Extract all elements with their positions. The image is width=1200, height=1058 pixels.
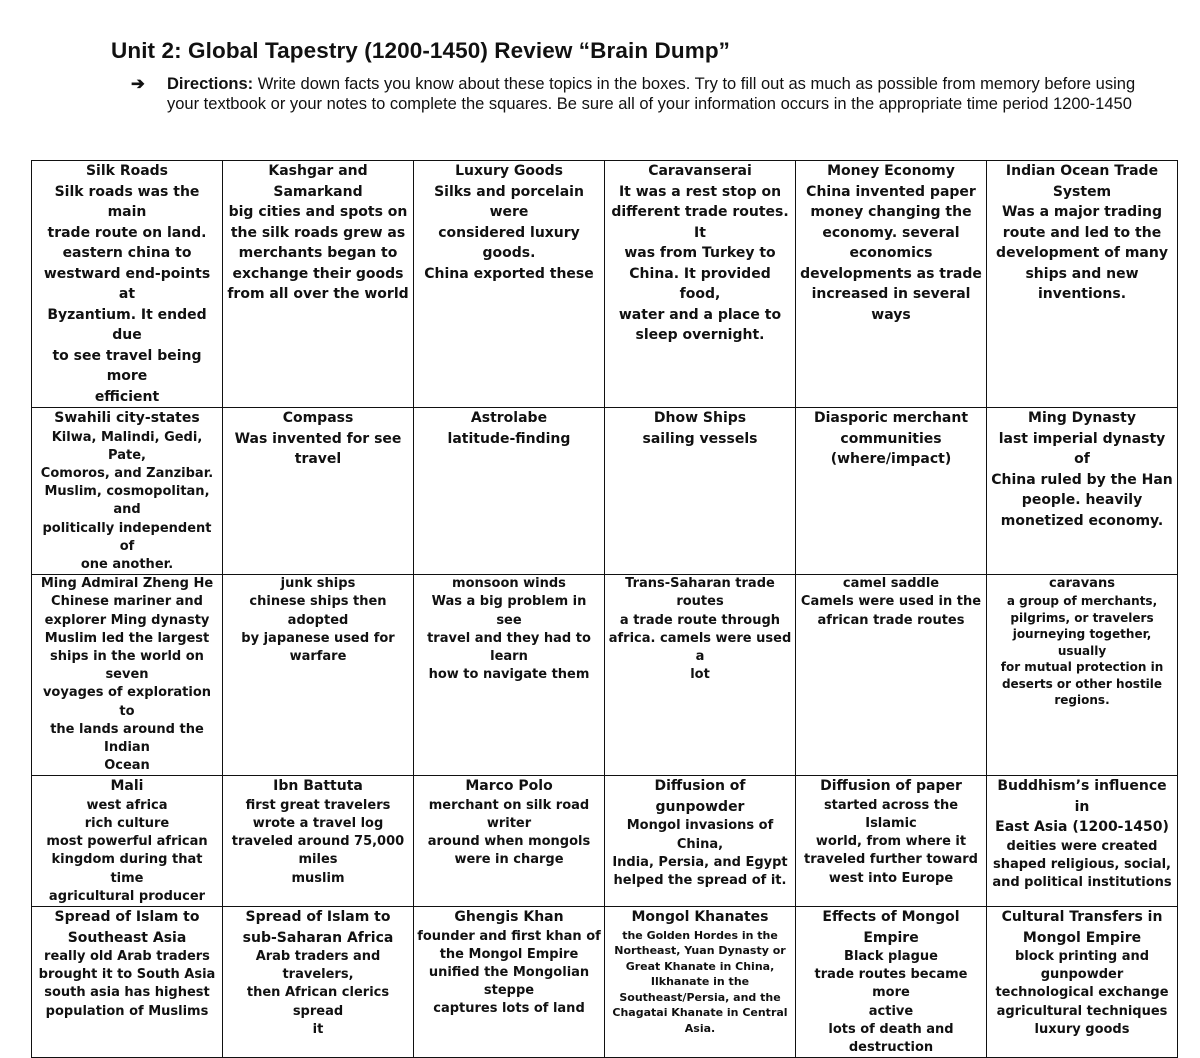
topic-notes: Arab traders and travelers, then African clerics spread it bbox=[246, 949, 390, 1037]
topic-notes: started across the Islamic world, from where it traveled further toward west into Europe bbox=[804, 797, 978, 886]
topic-notes: block printing and gunpowder technological exchange agricultural techniques luxury goods bbox=[995, 949, 1169, 1037]
topic-heading: monsoon winds bbox=[452, 576, 566, 592]
topic-cell[interactable] bbox=[796, 161, 987, 408]
topic-notes: Silk roads was the main trade route on land. eastern china to westward end-points at Byzantium. It ended due to see travel being more efficient bbox=[43, 183, 211, 405]
topic-cell[interactable] bbox=[796, 776, 987, 907]
topic-cell[interactable] bbox=[605, 161, 796, 408]
topic-cell[interactable] bbox=[32, 161, 223, 408]
topic-cell[interactable] bbox=[414, 161, 605, 408]
topic-cell[interactable] bbox=[223, 575, 414, 776]
page-title: Unit 2: Global Tapestry (1200-1450) Review “Brain Dump” bbox=[111, 38, 731, 63]
topic-heading: Mongol Khanates bbox=[631, 909, 769, 926]
topic-cell[interactable] bbox=[223, 776, 414, 907]
directions-text: Write down facts you know about these topics in the boxes. Try to fill out as much as possible from memory before using your textbook or your notes to complete the squares. Be sure all of your information occurs in the appropriate time period 1200-1450 bbox=[167, 75, 1136, 113]
topic-notes: Camels were used in the african trade routes bbox=[800, 594, 982, 628]
topic-cell[interactable] bbox=[796, 575, 987, 776]
topic-cell[interactable] bbox=[414, 408, 605, 575]
directions bbox=[131, 74, 1171, 114]
topic-heading: Diffusion of paper bbox=[820, 778, 962, 795]
topic-cell[interactable] bbox=[414, 776, 605, 907]
arrow-right-icon: ➔ bbox=[131, 75, 145, 93]
table-row bbox=[32, 575, 1178, 776]
topic-heading: Astrolabe bbox=[470, 410, 548, 426]
directions-body bbox=[167, 74, 1171, 114]
topic-cell[interactable] bbox=[796, 408, 987, 575]
topic-cell[interactable] bbox=[414, 907, 605, 1058]
topic-cell[interactable] bbox=[605, 575, 796, 776]
topic-heading: Compass bbox=[282, 410, 354, 426]
topic-notes: Chinese mariner and explorer Ming dynasty Muslim led the largest ships in the world on seven voyages of exploration to the lands around the Indian Ocean bbox=[42, 594, 212, 774]
topic-notes: founder and first khan of the Mongol Empire unified the Mongolian steppe captures lots of land bbox=[417, 928, 601, 1017]
topic-notes: really old Arab traders brought it to South Asia south asia has highest population of Muslims bbox=[38, 949, 216, 1019]
topic-cell[interactable] bbox=[987, 161, 1178, 408]
topic-notes: It was a rest stop on different trade routes. It was from Turkey to China. It provided food, water and a place to sleep overnight. bbox=[611, 183, 789, 343]
topic-notes: Kilwa, Malindi, Gedi, Pate, Comoros, and Zanzibar. Muslim, cosmopolitan, and politically independent of one another. bbox=[40, 429, 214, 572]
topic-cell[interactable] bbox=[223, 161, 414, 408]
topic-cell[interactable] bbox=[605, 408, 796, 575]
topic-heading: Silk Roads bbox=[85, 163, 169, 179]
topic-heading: Ming Admiral Zheng He bbox=[40, 576, 214, 592]
topic-notes: last imperial dynasty of China ruled by the Han people. heavily monetized economy. bbox=[991, 430, 1173, 529]
topic-notes: China invented paper money changing the economy. several economics developments as trade increased in several ways bbox=[800, 183, 982, 323]
topic-cell[interactable] bbox=[223, 408, 414, 575]
topic-heading: Trans-Saharan trade routes bbox=[625, 576, 775, 610]
topic-cell[interactable] bbox=[605, 776, 796, 907]
topic-heading: caravans bbox=[1049, 576, 1115, 592]
topic-heading: Swahili city-states bbox=[54, 410, 200, 426]
review-grid bbox=[31, 160, 1178, 1058]
topic-heading: junk ships bbox=[280, 576, 356, 592]
topic-heading: Ming Dynasty bbox=[1028, 410, 1136, 426]
table-row bbox=[32, 907, 1178, 1058]
topic-heading: Money Economy bbox=[827, 163, 955, 179]
topic-heading: camel saddle bbox=[842, 576, 940, 592]
topic-heading: Kashgar and Samarkand bbox=[268, 163, 368, 200]
topic-notes: sailing vessels bbox=[642, 430, 758, 447]
topic-notes: a group of merchants, pilgrims, or travelers journeying together, usually for mutual protection in deserts or other hostile regions. bbox=[1000, 594, 1164, 708]
directions-label: Directions: bbox=[167, 75, 254, 93]
topic-cell[interactable] bbox=[32, 408, 223, 575]
topic-heading: Indian Ocean Trade System bbox=[1005, 163, 1159, 200]
topic-notes: Was a big problem in see travel and they had to learn how to navigate them bbox=[427, 594, 591, 683]
topic-cell[interactable] bbox=[32, 575, 223, 776]
topic-notes: chinese ships then adopted by japanese used for warfare bbox=[241, 594, 395, 664]
topic-notes: Mongol invasions of China, India, Persia, and Egypt helped the spread of it. bbox=[612, 818, 788, 888]
topic-heading: Effects of Mongol Empire bbox=[822, 909, 960, 946]
topic-heading: Ibn Battuta bbox=[273, 778, 363, 795]
topic-heading: Dhow Ships bbox=[653, 410, 747, 426]
topic-cell[interactable] bbox=[987, 408, 1178, 575]
topic-cell[interactable] bbox=[987, 907, 1178, 1058]
table-row bbox=[32, 776, 1178, 907]
topic-heading: Spread of Islam to Southeast Asia bbox=[54, 909, 200, 946]
topic-cell[interactable] bbox=[987, 575, 1178, 776]
topic-cell[interactable] bbox=[796, 907, 987, 1058]
topic-notes: deities were created shaped religious, social, and political institutions bbox=[992, 838, 1172, 891]
topic-heading: Cultural Transfers in Mongol Empire bbox=[1001, 909, 1163, 946]
topic-heading: Diffusion of gunpowder bbox=[654, 778, 746, 815]
topic-cell[interactable] bbox=[223, 907, 414, 1058]
topic-heading: Luxury Goods bbox=[455, 163, 563, 179]
topic-notes: west africa rich culture most powerful african kingdom during that time agricultural producer bbox=[46, 797, 208, 904]
topic-cell[interactable] bbox=[32, 907, 223, 1058]
topic-heading: Spread of Islam to sub-Saharan Africa bbox=[242, 909, 394, 946]
topic-heading: Ghengis Khan bbox=[454, 909, 564, 926]
topic-notes: Was invented for see travel bbox=[234, 430, 402, 467]
table-row bbox=[32, 161, 1178, 408]
topic-notes: first great travelers wrote a travel log traveled around 75,000 miles muslim bbox=[231, 797, 405, 886]
topic-notes: Was a major trading route and led to the development of many ships and new inventions. bbox=[996, 204, 1168, 302]
topic-cell[interactable] bbox=[414, 575, 605, 776]
topic-heading: Mali bbox=[110, 778, 144, 795]
topic-cell[interactable] bbox=[605, 907, 796, 1058]
topic-notes: latitude-finding bbox=[447, 430, 571, 447]
topic-notes: a trade route through africa. camels were used a lot bbox=[608, 612, 792, 683]
topic-heading: Buddhism’s influence in East Asia (1200-1450) bbox=[995, 778, 1169, 836]
topic-notes: merchant on silk road writer around when mongols were in charge bbox=[427, 797, 591, 868]
topic-notes: the Golden Hordes in the Northeast, Yuan Dynasty or Great Khanate in China, Ilkhanate in the Southeast/Persia, and the Chagatai Khanate in Central Asia. bbox=[612, 928, 788, 1035]
topic-heading: Marco Polo bbox=[465, 778, 553, 795]
topic-cell[interactable] bbox=[987, 776, 1178, 907]
topic-heading: Caravanserai bbox=[648, 163, 752, 179]
topic-heading: Diasporic merchant communities (where/impact) bbox=[813, 410, 969, 467]
topic-notes: big cities and spots on the silk roads grew as merchants began to exchange their goods from all over the world bbox=[227, 204, 409, 302]
topic-notes: Silks and porcelain were considered luxury goods. China exported these bbox=[424, 183, 594, 282]
table-row bbox=[32, 408, 1178, 575]
topic-cell[interactable] bbox=[32, 776, 223, 907]
topic-notes: Black plague trade routes became more active lots of death and destruction bbox=[814, 949, 968, 1056]
